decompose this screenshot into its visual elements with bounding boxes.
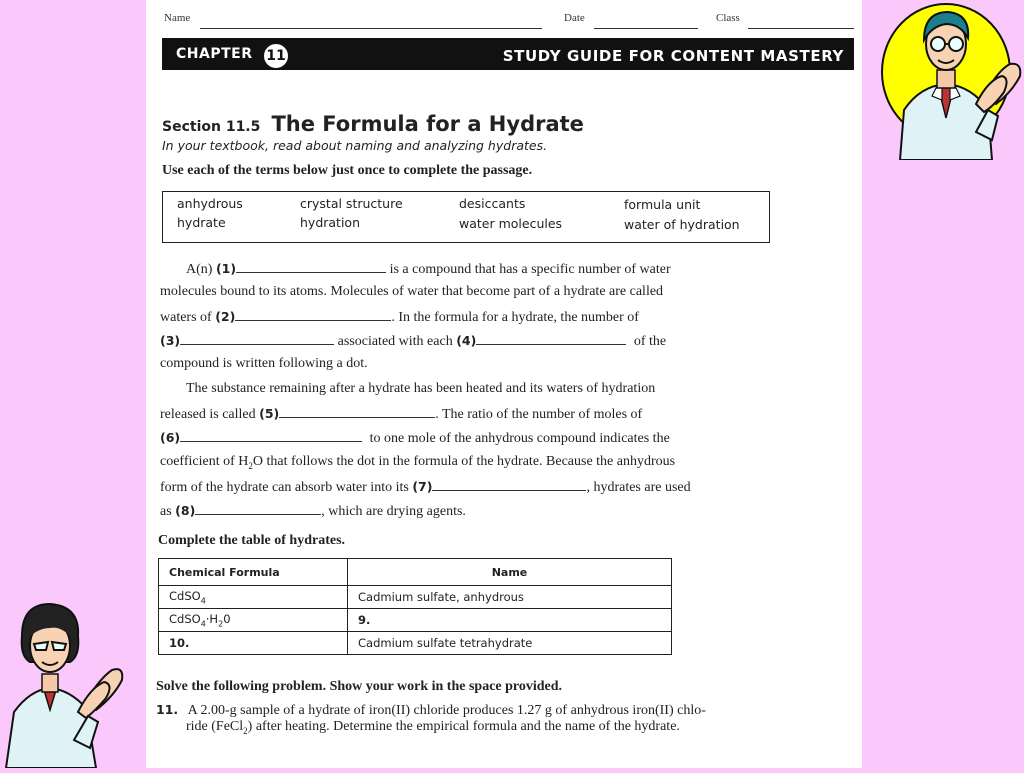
passage-text: form of the hydrate can absorb water into its — [160, 480, 413, 495]
table-row — [159, 609, 672, 632]
passage-line — [160, 429, 670, 447]
passage-line — [160, 356, 368, 372]
passage-text: to one mole of the anhydrous compound indicates the — [366, 431, 670, 446]
passage-line — [160, 478, 691, 496]
column-header: Chemical Formula — [159, 559, 348, 586]
passage-line — [186, 381, 655, 397]
passage-text: associated with each — [334, 334, 457, 349]
problem-text: ride (FeCl — [186, 719, 244, 734]
blank-4[interactable] — [476, 332, 626, 345]
formula-cell: $CdSO_4\cdot H_20$ — [159, 609, 348, 632]
date-label: Date — [564, 12, 585, 24]
section-heading — [162, 112, 584, 136]
blank-8[interactable] — [195, 502, 321, 515]
name-label: Name — [164, 12, 191, 24]
blank-3[interactable] — [180, 332, 334, 345]
blank-2[interactable] — [235, 308, 391, 321]
section-title: The Formula for a Hydrate — [271, 112, 584, 136]
blank-number: (4) — [456, 333, 477, 348]
blank-number: (7) — [412, 479, 433, 494]
formula-cell: CdSO$_4$ — [159, 586, 348, 609]
problem-instruction: Solve the following problem. Show your work in the space provided. — [156, 679, 563, 694]
blank-1[interactable] — [236, 260, 386, 273]
chapter-number: 11 — [262, 42, 290, 70]
passage-text: compound is written following a dot. — [160, 356, 368, 371]
passage-text: waters of — [160, 310, 216, 325]
passage-text: molecules bound to its atoms. Molecules of water that become part of a hydrate are called — [160, 284, 664, 299]
column-header: Name — [348, 559, 672, 586]
table-row — [159, 586, 672, 609]
scientist-man-clapping-icon — [880, 0, 1024, 160]
name-cell: Cadmium sulfate tetrahydrate — [348, 632, 672, 655]
blank-number: (5) — [259, 406, 280, 421]
blank-5[interactable] — [279, 405, 435, 418]
term-item: water molecules — [459, 216, 563, 231]
blank-7[interactable] — [432, 478, 586, 491]
passage-line — [160, 308, 639, 326]
passage-line — [160, 405, 642, 423]
problem-number: 11. — [156, 702, 179, 717]
section-intro: In your textbook, read about naming and analyzing hydrates. — [162, 138, 548, 153]
passage-text: as — [160, 504, 176, 519]
blank-number: (3) — [160, 333, 181, 348]
subscript: 2 — [248, 460, 253, 471]
hydrate-table — [158, 558, 672, 655]
table-header-row — [159, 559, 672, 586]
term-item: water of hydration — [624, 217, 740, 232]
word-bank — [162, 191, 770, 243]
blank-6[interactable] — [180, 429, 362, 442]
passage-line — [160, 284, 663, 300]
scientist-woman-clapping-icon — [0, 600, 140, 768]
passage-line — [160, 454, 675, 471]
passage-text: , which are drying agents. — [321, 504, 466, 519]
passage-line — [186, 260, 671, 278]
worksheet-page — [146, 0, 862, 768]
passage-text: . In the formula for a hydrate, the number of — [391, 310, 639, 325]
passage-text: . The ratio of the number of moles of — [435, 407, 643, 422]
blank-number: (8) — [175, 503, 196, 518]
term-item: anhydrous — [177, 196, 243, 211]
problem-11 — [156, 702, 706, 736]
blank-number: (6) — [160, 430, 181, 445]
term-item: desiccants — [459, 196, 526, 211]
passage-text: A(n) — [186, 262, 216, 277]
passage-line — [160, 332, 666, 350]
chapter-banner — [162, 34, 854, 74]
term-item: hydration — [300, 215, 360, 230]
passage-text: , hydrates are used — [586, 480, 691, 495]
problem-text: A 2.00-g sample of a hydrate of iron(II) chloride produces 1.27 g of anhydrous iron(II) chlo- — [187, 703, 706, 718]
table-row — [159, 632, 672, 655]
study-guide-title: STUDY GUIDE FOR CONTENT MASTERY — [502, 47, 844, 65]
class-label: Class — [716, 12, 740, 24]
term-item: crystal structure — [300, 196, 403, 211]
passage-line — [160, 502, 466, 520]
name-answer-cell[interactable]: 9. — [348, 609, 672, 632]
name-field[interactable] — [200, 28, 542, 29]
blank-number: (1) — [215, 261, 237, 276]
problem-text: ) after heating. Determine the empirical formula and the name of the hydrate. — [247, 719, 680, 734]
table-instruction: Complete the table of hydrates. — [158, 533, 346, 548]
term-item: formula unit — [624, 197, 701, 212]
passage-instruction: Use each of the terms below just once to complete the passage. — [162, 163, 533, 178]
name-cell: Cadmium sulfate, anhydrous — [348, 586, 672, 609]
passage-text: The substance remaining after a hydrate has been heated and its waters of hydration — [186, 381, 656, 396]
formula-answer-cell[interactable]: 10. — [159, 632, 348, 655]
subscript: 2 — [243, 725, 248, 736]
passage-text: coefficient of H — [160, 454, 249, 469]
date-field[interactable] — [594, 28, 698, 29]
class-field[interactable] — [748, 28, 854, 29]
passage-text: of the — [630, 334, 667, 349]
passage-text: is a compound that has a specific number of water — [386, 262, 671, 277]
passage-text: released is called — [160, 407, 260, 422]
blank-number: (2) — [215, 309, 236, 324]
passage-text: O that follows the dot in the formula of the hydrate. Because the anhydrous — [252, 454, 676, 469]
term-item: hydrate — [177, 215, 226, 230]
section-number: Section 11.5 — [162, 119, 261, 135]
chapter-label: CHAPTER — [176, 46, 253, 62]
